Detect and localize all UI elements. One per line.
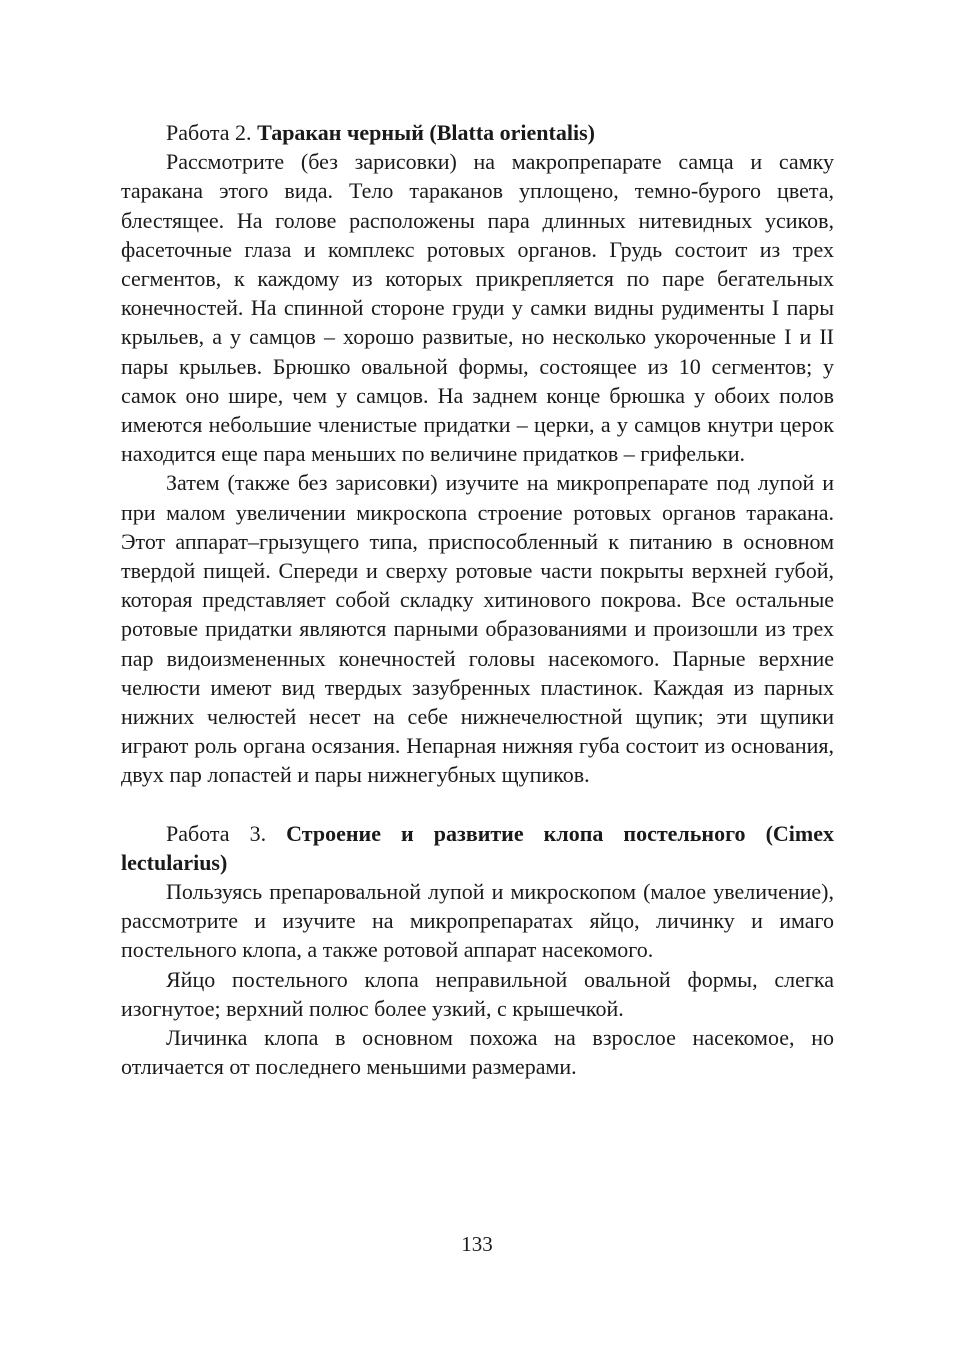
section-3-prefix: Работа 3. — [166, 820, 287, 846]
section-2-paragraph-2: Затем (также без зарисовки) изучите на микропрепарате под лупой и при малом увеличении микроскопа строение ротовых органов таракана. Этот аппарат–грызущего типа, приспособленный к питанию в основном твердой пищей. Спереди и сверху ротовые части покрыты верхней губой, которая представляет собой складку хитинового покрова. Все остальные ротовые придатки являются парными образованиями и произошли из трех пар видоизмененных конечностей головы насекомого. Парные верхние челюсти имеют вид твердых зазубренных пластинок. Каждая из парных нижних челюстей несет на себе нижнечелюстной щупик; эти щупики играют роль органа осязания. Непарная нижняя губа состоит из основания, двух пар лопастей и пары нижнегубных щупиков. — [121, 470, 834, 788]
section-3-paragraph-3: Личинка клопа в основном похожа на взрослое насекомое, но отличается от последнего меньшими размерами. — [121, 1025, 834, 1080]
section-2-heading — [121, 118, 834, 147]
section-3-title: Строение и развитие клопа постельного (Cimex lectularius) — [121, 820, 835, 875]
section-gap — [121, 790, 834, 819]
section-2-paragraph-1: Рассмотрите (без зарисовки) на макропрепарате самца и самку таракана этого вида. Тело тараканов уплощено, темно-бурого цвета, блестящее. На голове расположены пара длинных нитевидных усиков, фасеточные глаза и комплекс ротовых органов. Грудь состоит из трех сегментов, к каждому из которых прикрепляется по паре бегательных конечностей. На спинной стороне груди у самки видны рудименты I пары крыльев, а у самцов – хорошо развитые, но несколько укороченные I и II пары крыльев. Брюшко овальной формы, состоящее из 10 сегментов; у самок оно шире, чем у самцов. На заднем конце брюшка у обоих полов имеются небольшие членистые придатки – церки, а у самцов кнутри церок находится еще пара меньших по величине придатков – грифельки. — [121, 149, 834, 467]
section-3-paragraph-1: Пользуясь препаровальной лупой и микроскопом (малое увеличение), рассмотрите и изучите на микропрепаратах яйцо, личинку и имаго постельного клопа, а также ротовой аппарат насекомого. — [121, 879, 834, 963]
page-number: 133 — [461, 1232, 493, 1256]
section-2-prefix: Работа 2. — [166, 120, 258, 145]
section-3-paragraph-2: Яйцо постельного клопа неправильной овальной формы, слегка изогнутое; верхний полюс более узкий, с крышечкой. — [121, 966, 834, 1021]
page-body — [121, 118, 834, 1082]
section-2-title: Таракан черный (Blatta orientalis) — [257, 120, 595, 145]
section-3-heading — [121, 819, 834, 877]
